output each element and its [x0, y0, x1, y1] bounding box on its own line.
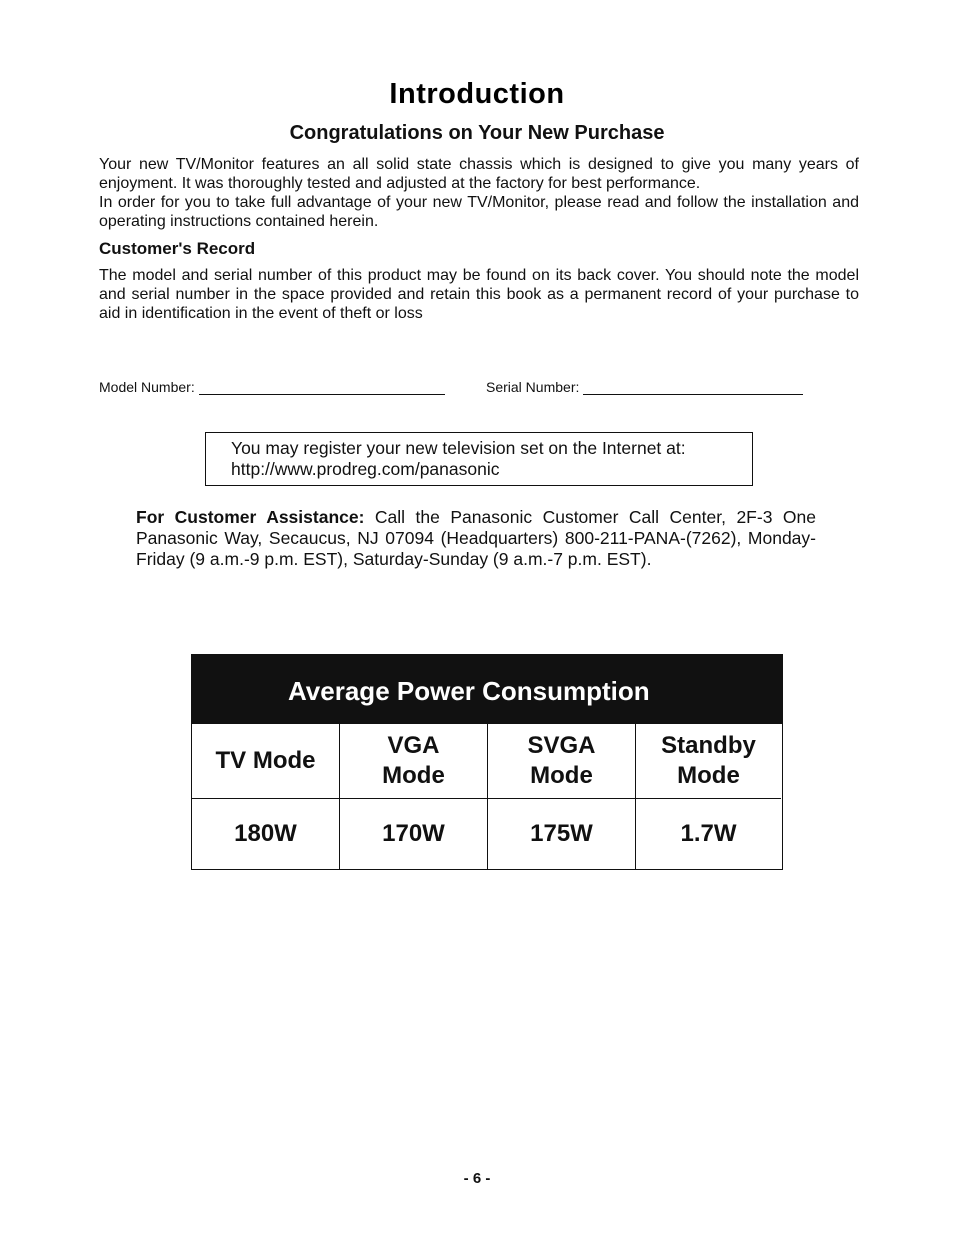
intro-paragraph-2: In order for you to take full advantage of your new TV/Monitor, please read and follow the installation and operating instructions contained herein.: [99, 194, 859, 230]
page-title: Introduction: [389, 78, 565, 110]
header-vga-mode: VGA Mode: [340, 724, 488, 799]
intro-text: [99, 155, 859, 231]
header-tv-mode: TV Mode: [192, 724, 340, 799]
customer-record-paragraph: The model and serial number of this product may be found on its back cover. You should note the model and serial number in the space provided and retain this book as a permanent record of your purchase to aid in identification in the event of theft or loss: [99, 267, 859, 322]
customer-record-heading: Customer's Record: [99, 239, 256, 258]
serial-number-blank: [583, 380, 803, 395]
page-number: - 6 -: [463, 1170, 491, 1187]
value-vga-mode: 170W: [340, 799, 488, 869]
model-number-blank: [199, 380, 445, 395]
customer-record-text: [99, 266, 859, 323]
model-number-field: [99, 379, 445, 395]
power-consumption-table: [191, 654, 783, 870]
value-tv-mode: 180W: [192, 799, 340, 869]
section-subtitle: Congratulations on Your New Purchase: [289, 122, 665, 144]
register-text: You may register your new television set on the Internet at:: [231, 438, 686, 458]
assistance-label: For Customer Assistance:: [136, 507, 365, 527]
value-svga-mode: 175W: [488, 799, 636, 869]
intro-paragraph-1: Your new TV/Monitor features an all solid state chassis which is designed to give you many years of enjoyment. It was thoroughly tested and adjusted at the factory for best performance.: [99, 156, 859, 192]
serial-number-label: Serial Number:: [486, 379, 580, 395]
header-svga-mode: SVGA Mode: [488, 724, 636, 799]
header-standby-mode: Standby Mode: [636, 724, 781, 799]
register-notice-box: [205, 432, 753, 486]
value-standby-mode: 1.7W: [680, 820, 737, 847]
serial-number-field: [486, 379, 803, 395]
register-url: http://www.prodreg.com/panasonic: [231, 459, 500, 479]
customer-assistance: [136, 507, 816, 570]
assistance-text: Call the Panasonic Customer Call Center, 2F-3 One Panasonic Way, Secaucus, NJ 07094 (Headquarters) 800-211-PANA-(7262), Monday-Friday (9 a.m.-9 p.m. EST), Saturday-Sunday (9 a.m.-7 p.m. EST).: [136, 507, 816, 569]
model-number-label: Model Number:: [99, 379, 195, 395]
power-table-title: Average Power Consumption: [192, 655, 782, 724]
